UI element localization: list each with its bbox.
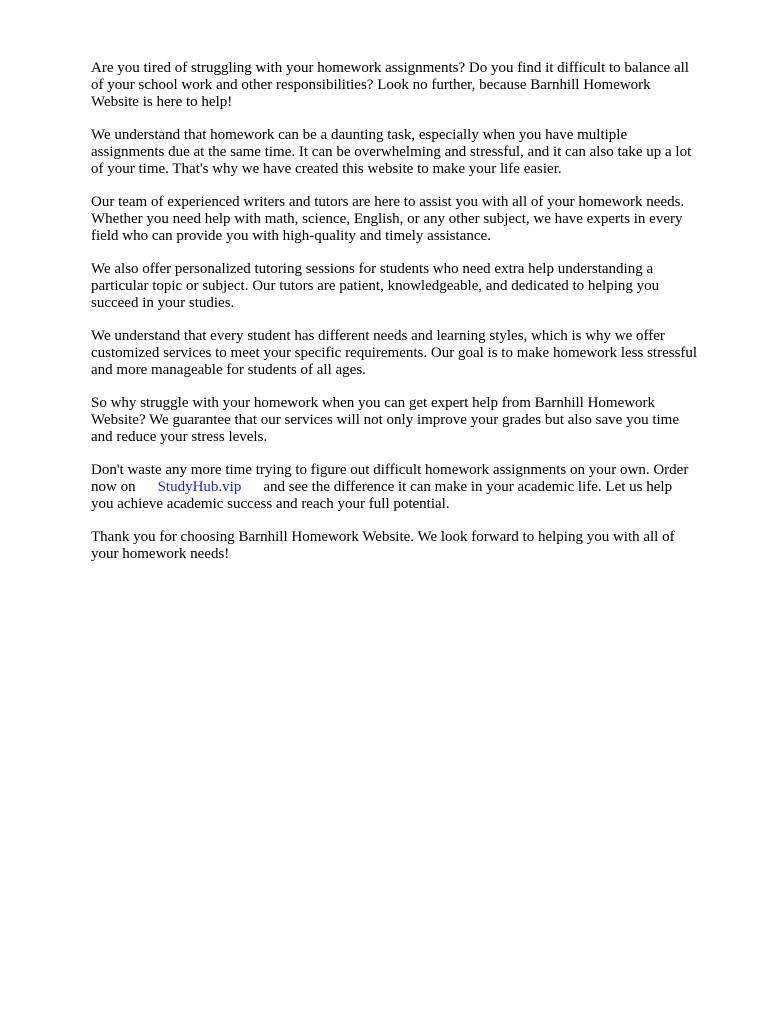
text-line: your homework needs!: [91, 546, 230, 562]
text-line: Thank you for choosing Barnhill Homework Website. We look forward to helping you with all of: [91, 529, 675, 545]
paragraph-customized: [91, 328, 727, 379]
paragraph-thanks: [91, 529, 727, 563]
text-line: and more manageable for students of all ages.: [91, 362, 366, 378]
text-line: Website? We guarantee that our services will not only improve your grades but also save you time: [91, 412, 679, 428]
text-line-with-link: [91, 479, 727, 496]
text-fragment: and see the difference it can make in your academic life. Let us help: [263, 479, 673, 495]
text-line: Don't waste any more time trying to figure out difficult homework assignments on your own. Order: [91, 462, 689, 478]
text-line: We understand that every student has different needs and learning styles, which is why we offer: [91, 328, 665, 344]
text-line: We also offer personalized tutoring sessions for students who need extra help understanding a: [91, 261, 654, 277]
text-line: particular topic or subject. Our tutors are patient, knowledgeable, and dedicated to helping you: [91, 278, 660, 294]
text-line: Website is here to help!: [91, 94, 233, 110]
text-line: So why struggle with your homework when you can get expert help from Barnhill Homework: [91, 395, 656, 411]
paragraph-order: [91, 462, 727, 513]
paragraph-team: [91, 194, 727, 245]
text-line: customized services to meet your specific requirements. Our goal is to make homework less stressful: [91, 345, 698, 361]
text-fragment: now on: [91, 479, 136, 495]
paragraph-intro: [91, 60, 727, 111]
studyhub-link[interactable]: StudyHub.vip: [157, 479, 242, 495]
text-line: and reduce your stress levels.: [91, 429, 268, 445]
paragraph-understand: [91, 127, 727, 178]
text-line: field who can provide you with high-quality and timely assistance.: [91, 228, 491, 244]
paragraph-tutoring: [91, 261, 727, 312]
text-line: Whether you need help with math, science, English, or any other subject, we have experts in every: [91, 211, 683, 227]
text-line: We understand that homework can be a daunting task, especially when you have multiple: [91, 127, 628, 143]
text-line: assignments due at the same time. It can be overwhelming and stressful, and it can also take up a lot: [91, 144, 692, 160]
paragraph-why-struggle: [91, 395, 727, 446]
text-line: Are you tired of struggling with your homework assignments? Do you find it difficult to balance all: [91, 60, 689, 76]
text-line: you achieve academic success and reach your full potential.: [91, 496, 450, 512]
text-line: of your school work and other responsibilities? Look no further, because Barnhill Homework: [91, 77, 651, 93]
text-line: succeed in your studies.: [91, 295, 235, 311]
text-line: of your time. That's why we have created this website to make your life easier.: [91, 161, 562, 177]
document-page: [91, 60, 727, 579]
text-line: Our team of experienced writers and tutors are here to assist you with all of your homework needs.: [91, 194, 685, 210]
